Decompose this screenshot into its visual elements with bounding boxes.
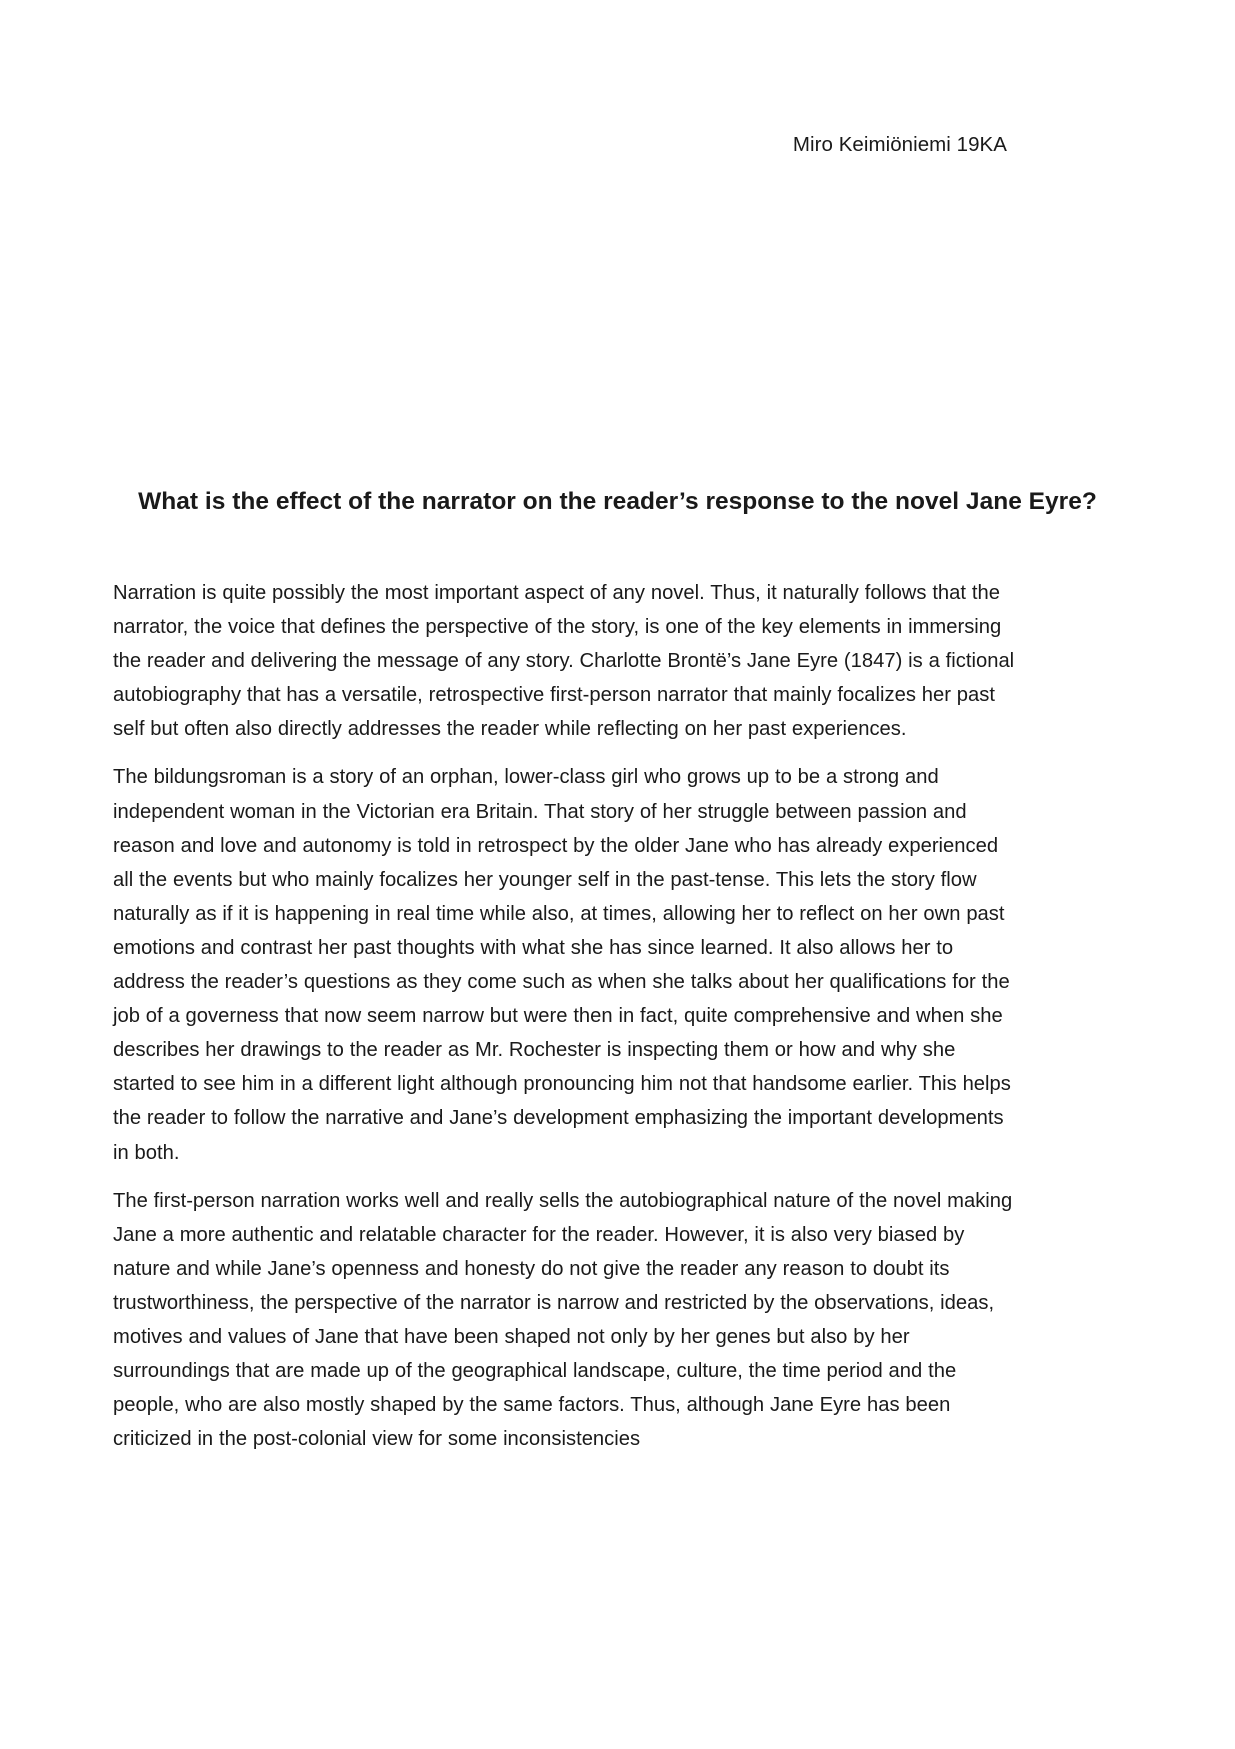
body-paragraph: The first-person narration works well and really sells the autobiographical nature of the novel making Jane a more authentic and relatable character for the reader. However, it is also very biased by nature and while Jane’s openness and honesty do not give the reader any reason to doubt its trustworthiness, the perspective of the narrator is narrow and restricted by the observations, ideas, motives and values of Jane that have been shaped not only by her genes but also by her surroundings that are made up of the geographical landscape, culture, the time period and the people, who are also mostly shaped by the same factors. Thus, although Jane Eyre has been criticized in the post-colonial view for some inconsistencies [113,1189,1013,1451]
document-body [113,576,1018,1456]
body-paragraph: Narration is quite possibly the most important aspect of any novel. Thus, it naturally follows that the narrator, the voice that defines the perspective of the story, is one of the key elements in immersing the reader and delivering the message of any story. Charlotte Brontë’s Jane Eyre (1847) is a fictional autobiography that has a versatile, retrospective first-person narrator that mainly focalizes her past self but often also directly addresses the reader while reflecting on her past experiences. [113,582,1015,741]
body-paragraph: The bildungsroman is a story of an orphan, lower-class girl who grows up to be a strong and independent woman in the Victorian era Britain. That story of her struggle between passion and reason and love and autonomy is told in retrospect by the older Jane who has already experienced all the events but who mainly focalizes her younger self in the past-tense. This lets the story flow naturally as if it is happening in real time while also, at times, allowing her to reflect on her own past emotions and contrast her past thoughts with what she has since learned. It also allows her to address the reader’s questions as they come such as when she talks about her qualifications for the job of a governess that now seem narrow but were then in fact, quite comprehensive and when she describes her drawings to the reader as Mr. Rochester is inspecting them or how and why she started to see him in a different light although pronouncing him not that handsome earlier. This helps the reader to follow the narrative and Jane’s development emphasizing the important developments in both. [113,766,1011,1164]
document-header-author: Miro Keimiöniemi 19KA [792,133,1007,156]
page-title: What is the effect of the narrator on the reader’s response to the novel Jane Eyre? [138,488,1097,516]
